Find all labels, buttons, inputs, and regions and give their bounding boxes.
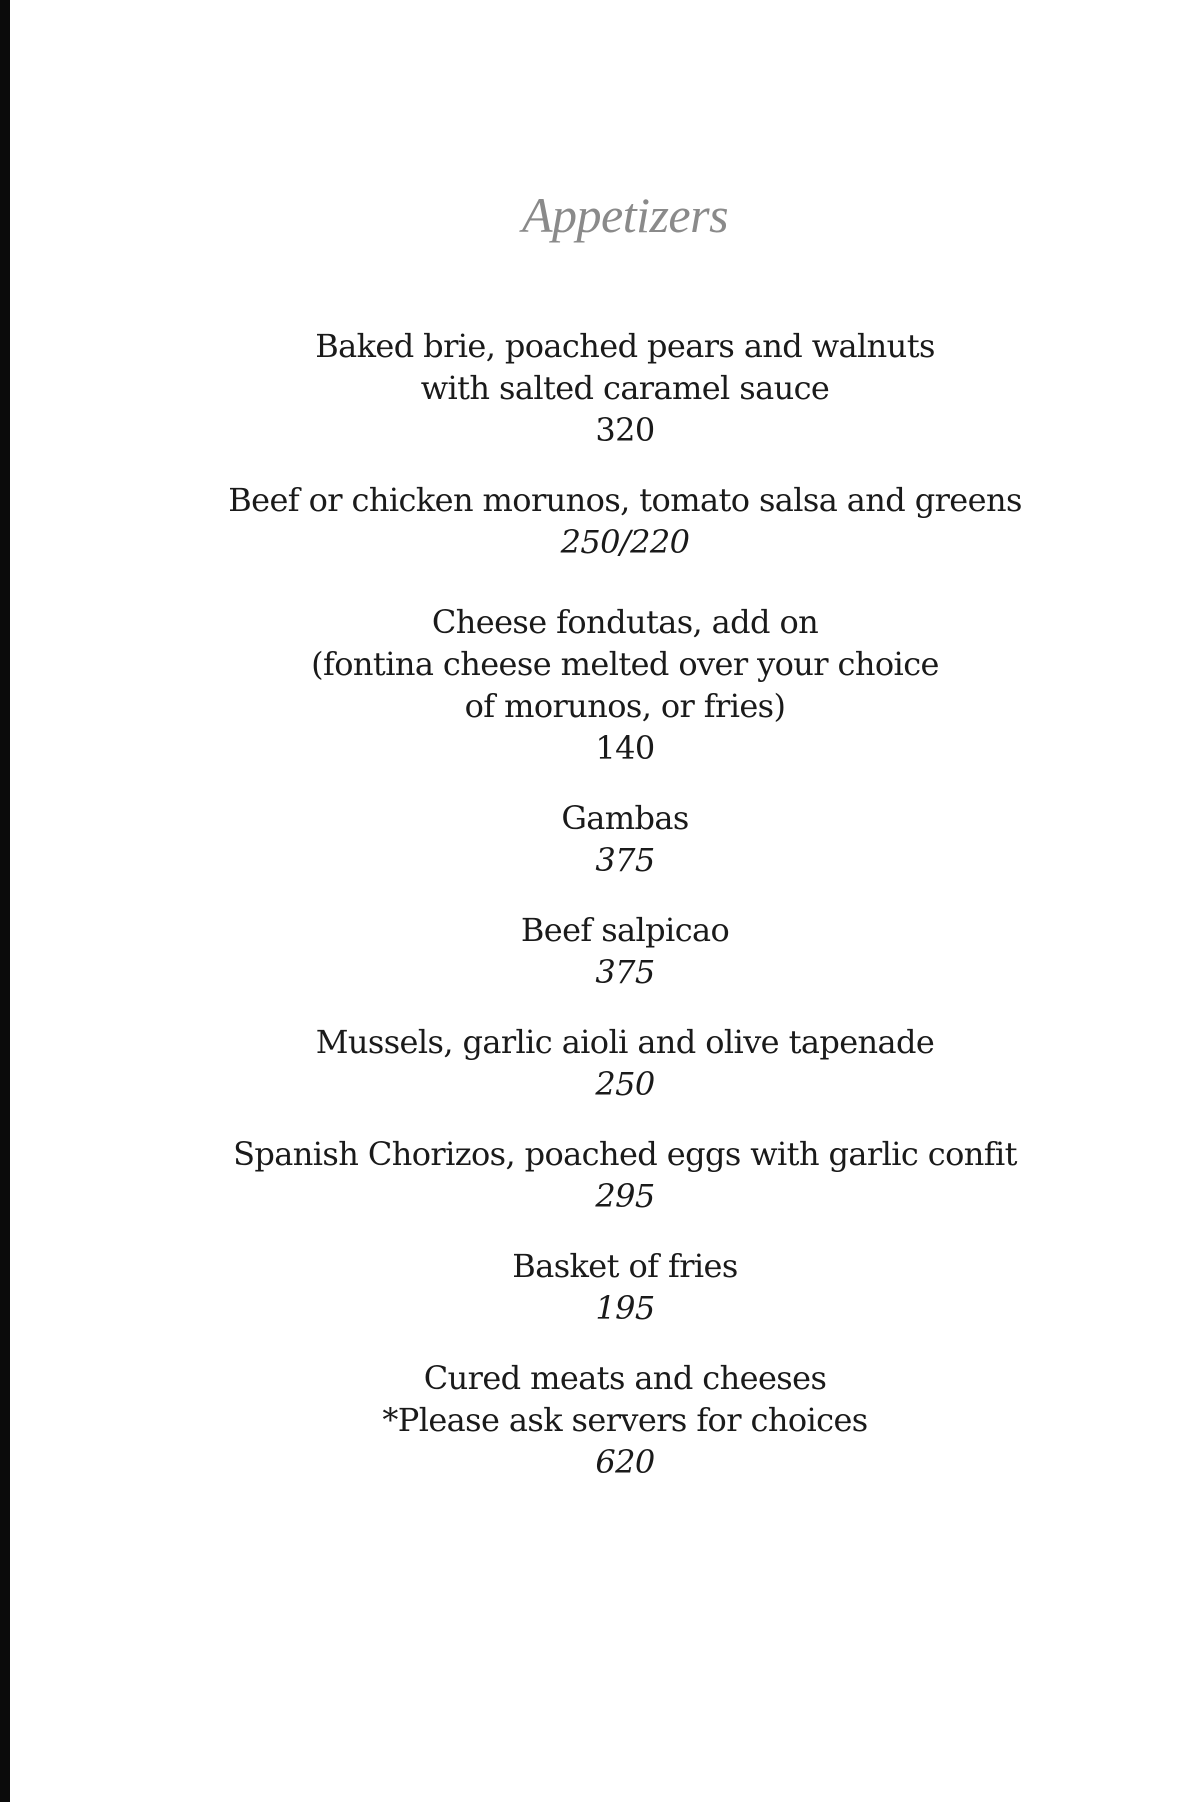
menu-item-cheese-fondutas [10,601,1200,769]
menu-item-name: Spanish Chorizos, poached eggs with garlic confit [233,1135,1017,1173]
menu-item-price: 375 [595,841,655,879]
menu-item-morunos [10,479,1200,563]
menu-item-spanish-chorizos [10,1133,1200,1217]
menu-item-price: 375 [595,953,655,991]
menu-title: Appetizers [521,187,729,243]
menu-item-basket-of-fries [10,1245,1200,1329]
menu-item-price: 140 [595,729,655,767]
menu-item-name: Cured meats and cheeses *Please ask servers for choices [382,1359,868,1439]
menu-item-cured-meats [10,1357,1200,1483]
menu-item-beef-salpicao [10,909,1200,993]
menu-item-name: Gambas [561,799,689,837]
menu-item-price: 295 [595,1177,655,1215]
menu-item-name: Beef or chicken morunos, tomato salsa and greens [228,481,1022,519]
menu-item-price: 620 [595,1443,655,1481]
appetizers-menu [10,187,1200,1511]
menu-item-name: Cheese fondutas, add on (fontina cheese melted over your choice of morunos, or fries) [311,603,939,725]
menu-item-name: Baked brie, poached pears and walnuts with salted caramel sauce [315,327,935,407]
menu-item-mussels [10,1021,1200,1105]
menu-item-price: 320 [595,411,655,449]
menu-item-baked-brie [10,325,1200,451]
menu-item-price: 195 [595,1289,655,1327]
menu-item-price: 250 [595,1065,655,1103]
menu-page [10,0,1200,1802]
page-edge-shadow [0,0,10,1802]
menu-item-name: Mussels, garlic aioli and olive tapenade [315,1023,935,1061]
menu-item-price: 250/220 [560,523,690,561]
menu-item-name: Basket of fries [512,1247,738,1285]
menu-item-name: Beef salpicao [520,911,730,949]
menu-item-gambas [10,797,1200,881]
